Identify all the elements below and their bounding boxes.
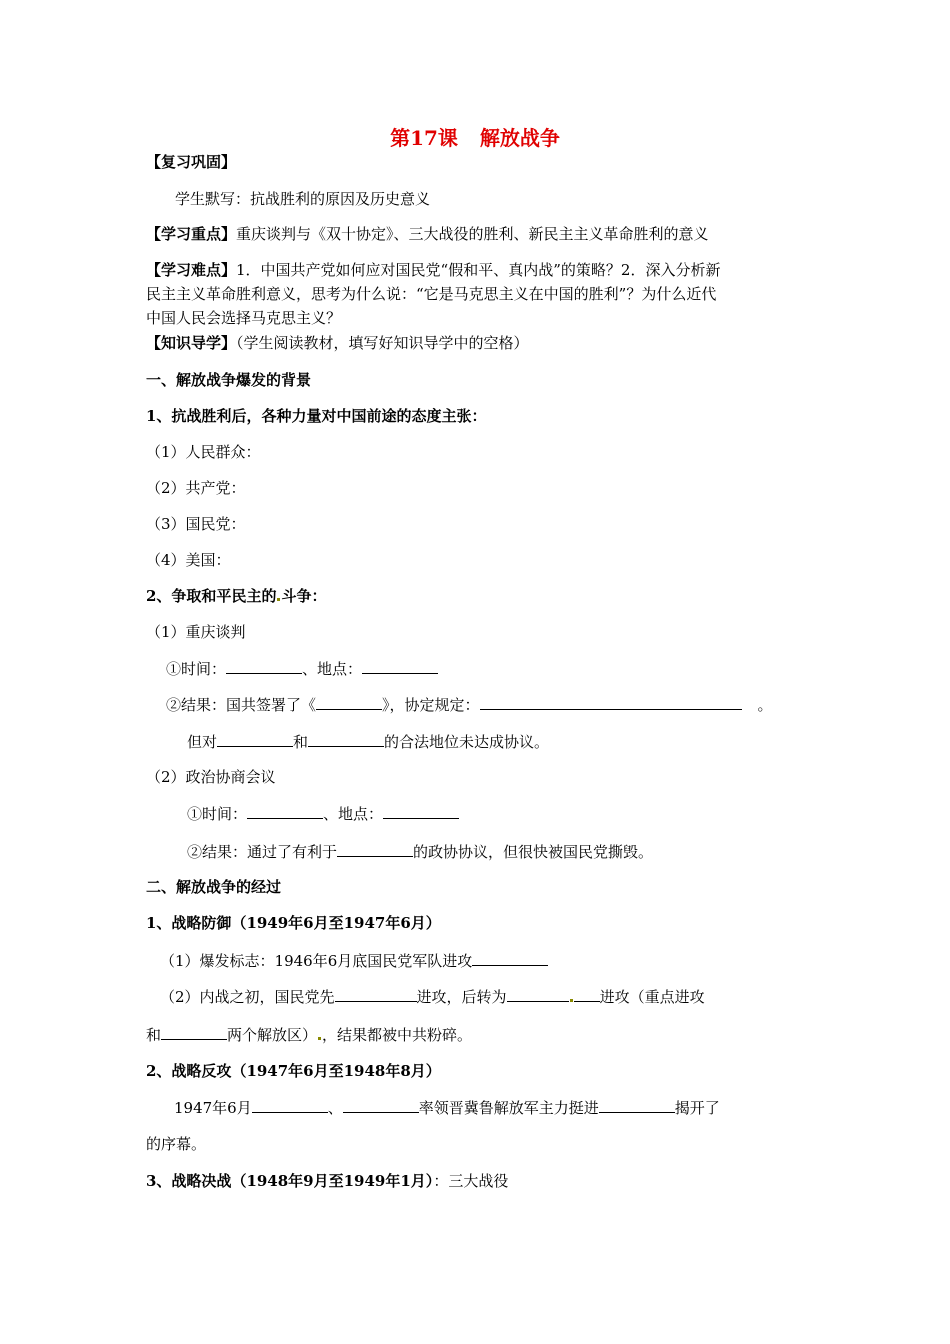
blank-unresolved-1[interactable] xyxy=(217,731,293,747)
pcc-place-label: 、地点： xyxy=(323,805,384,823)
blank-later-offensive-b[interactable] xyxy=(574,986,600,1002)
offensive-line xyxy=(160,986,705,1007)
counteroffensive-line-2: 的序幕。 xyxy=(146,1135,207,1153)
blank-destination[interactable] xyxy=(599,1097,675,1113)
pcc-result-tail: 的政协协议，但很快被国民党撕毁。 xyxy=(413,843,654,861)
unresolved-label-c: 的合法地位未达成协议。 xyxy=(384,733,550,751)
review-label: 【复习巩固】 xyxy=(146,153,237,171)
blank-pcc-place[interactable] xyxy=(383,803,459,819)
blank-commander-2[interactable] xyxy=(343,1097,419,1113)
question-2-part-a: 2、争取和平民主的 xyxy=(146,587,277,605)
offensive-label-c: 进攻（重点进攻 xyxy=(599,988,705,1006)
question-1: 1、抗战胜利后，各种力量对中国前途的态度主张： xyxy=(146,407,487,425)
decisive-line xyxy=(146,1171,508,1191)
chongqing-place-label: 、地点： xyxy=(302,660,363,678)
blank-chongqing-time[interactable] xyxy=(226,658,302,674)
section-2-heading: 二、解放战争的经过 xyxy=(146,878,282,896)
review-text: 学生默写：抗战胜利的原因及历史意义 xyxy=(175,190,431,208)
key-offensive-label-a: 和 xyxy=(146,1026,162,1044)
blank-agreement-name[interactable] xyxy=(316,694,382,710)
stance-people: （1）人民群众： xyxy=(146,443,261,461)
guide-text: （学生阅读教材，填写好知识导学中的空格） xyxy=(236,334,529,352)
chongqing-time-label: ①时间： xyxy=(166,660,227,678)
outbreak-label: （1）爆发标志：1946年6月底国民党军队进攻 xyxy=(160,952,473,970)
focus-text: 重庆谈判与《双十协定》、三大战役的胜利、新民主主义革命胜利的意义 xyxy=(236,225,709,243)
question-2-part-b: 斗争： xyxy=(281,587,327,605)
chongqing-time-line xyxy=(166,658,438,679)
stance-usa: （4）美国： xyxy=(146,551,231,569)
pcc-result-line xyxy=(187,841,653,862)
chongqing-unresolved-line xyxy=(187,731,549,752)
blank-later-offensive-a[interactable] xyxy=(507,986,569,1002)
difficulty-label: 【学习难点】 xyxy=(146,261,237,279)
stray-mark xyxy=(318,1037,321,1040)
offensive-label-a: （2）内战之初，国民党先 xyxy=(160,988,335,1006)
blank-pcc-beneficiary[interactable] xyxy=(337,841,413,857)
counteroffensive-label-c: 揭开了 xyxy=(674,1099,720,1117)
chongqing-result-line xyxy=(166,694,773,715)
key-offensive-line xyxy=(146,1024,472,1045)
blank-commander-1[interactable] xyxy=(252,1097,328,1113)
difficulty-text-1: 1．中国共产党如何应对国民党“假和平、真内战”的策略？2．深入分析新 xyxy=(236,261,721,279)
blank-chongqing-place[interactable] xyxy=(362,658,438,674)
chongqing-heading: （1）重庆谈判 xyxy=(146,623,246,641)
pcc-heading: （2）政治协商会议 xyxy=(146,768,276,786)
pcc-result-label: ②结果：通过了有利于 xyxy=(187,843,338,861)
outbreak-line xyxy=(160,950,548,971)
counteroffensive-line xyxy=(174,1097,720,1118)
blank-outbreak-target[interactable] xyxy=(472,950,548,966)
focus-line xyxy=(146,224,709,244)
blank-pcc-time[interactable] xyxy=(247,803,323,819)
pcc-time-line xyxy=(187,803,459,824)
counteroffensive-label-b: 率领晋冀鲁解放军主力挺进 xyxy=(418,1099,599,1117)
stray-mark xyxy=(570,999,573,1002)
guide-line xyxy=(146,333,529,353)
counteroffensive-heading: 2、战略反攻（1947年6月至1948年8月） xyxy=(146,1062,441,1080)
key-offensive-label-b: 两个解放区） xyxy=(227,1026,318,1044)
page-title xyxy=(0,124,950,152)
agreement-terms-label: 》，协定规定： xyxy=(382,696,480,714)
chongqing-result-label: ②结果：国共签署了《 xyxy=(166,696,317,714)
counteroffensive-sep: 、 xyxy=(327,1099,343,1117)
lesson-name: 解放战争 xyxy=(479,126,560,150)
decisive-tail: ：三大战役 xyxy=(433,1172,509,1190)
period: 。 xyxy=(757,696,773,714)
decisive-heading: 3、战略决战（1948年9月至1949年1月） xyxy=(146,1172,434,1190)
lesson-number: 第17课 xyxy=(390,126,458,150)
stray-mark xyxy=(277,598,280,601)
guide-label: 【知识导学】 xyxy=(146,334,237,352)
blank-initial-offensive[interactable] xyxy=(335,986,417,1002)
stance-cpc: （2）共产党： xyxy=(146,479,246,497)
question-2 xyxy=(146,586,326,606)
difficulty-line-1 xyxy=(146,260,720,280)
counteroffensive-label-a: 1947年6月 xyxy=(174,1099,252,1117)
unresolved-label-b: 和 xyxy=(293,733,309,751)
difficulty-line-3: 中国人民会选择马克思主义？ xyxy=(146,309,342,327)
defense-heading: 1、战略防御（1949年6月至1947年6月） xyxy=(146,914,441,932)
difficulty-line-2: 民主主义革命胜利意义，思考为什么说：“它是马克思主义在中国的胜利”？为什么近代 xyxy=(146,285,717,303)
focus-label: 【学习重点】 xyxy=(146,225,237,243)
offensive-label-b: 进攻，后转为 xyxy=(416,988,507,1006)
stance-kmt: （3）国民党： xyxy=(146,515,246,533)
unresolved-label-a: 但对 xyxy=(187,733,218,751)
section-1-heading: 一、解放战争爆发的背景 xyxy=(146,371,312,389)
pcc-time-label: ①时间： xyxy=(187,805,248,823)
blank-unresolved-2[interactable] xyxy=(308,731,384,747)
blank-agreement-terms[interactable] xyxy=(480,694,742,710)
blank-key-region[interactable] xyxy=(161,1024,227,1040)
key-offensive-label-c: ，结果都被中共粉碎。 xyxy=(322,1026,473,1044)
